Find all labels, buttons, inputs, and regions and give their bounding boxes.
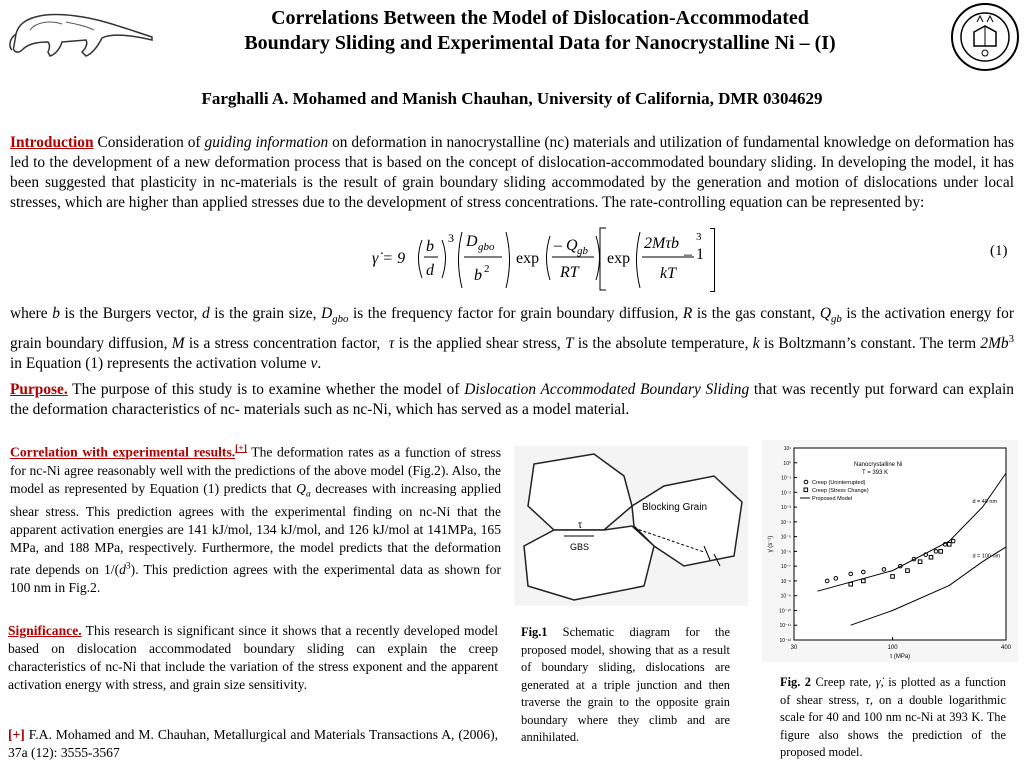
curve-label: d = 40 nm bbox=[972, 499, 998, 506]
eq-minus-one: – 1 bbox=[684, 246, 704, 263]
correlation-body: function of stress for nc-Ni agree reasonably well with the predictions of the above model (Fig.2). Also, the model as represented by Equation (1) predicts that $Q_a$ decreases with increasing applied shear stress. This prediction agrees with the experimental finding on nc-Ni that the apparent activation energies are 141 kJ/mol, 134 kJ/mol, and 126 kJ/mol at 141MPa, 165 MPa, and 188 MPa, respectively. Furthermore, the model predicts that the deformation rate depends on $1/(d^3)$. This prediction agrees with the experimental data as shown for 100 nm in Fig.2. bbox=[10, 444, 502, 595]
title-line-2: Boundary Sliding and Experimental Data for Nanocrystalline Ni – (I) bbox=[244, 32, 836, 54]
eq-RT: RT bbox=[560, 264, 579, 281]
significance-paragraph bbox=[8, 622, 498, 694]
eq-b2: b bbox=[474, 267, 482, 284]
purpose-emphasis: Dislocation Accommodated Boundary Sliding bbox=[464, 381, 750, 398]
legend-label: Creep (Uninterrupted) bbox=[812, 480, 866, 486]
eq-two: 2 bbox=[484, 263, 490, 275]
fig1-gbs-label: GBS bbox=[570, 542, 590, 552]
x-axis-label: τ (MPa) bbox=[889, 654, 911, 660]
x-tick-label: 400 bbox=[1000, 645, 1012, 651]
eq-d: d bbox=[426, 262, 434, 279]
y-tick-label: 10⁻¹ bbox=[781, 475, 791, 482]
y-tick-label: 10⁻⁵ bbox=[780, 534, 791, 541]
y-tick-label: 10⁻¹⁰ bbox=[779, 608, 791, 615]
fig1-caption-text: Schematic diagram for the proposed model, showing that as a result of boundary sliding, dislocations are generated at a triple junction and then traverse the grain to the opposite grain boundary where they climb and are annihilated. bbox=[521, 625, 730, 744]
where-paragraph: where b is the Burgers vector, d is the grain size, $D_{gbo}$ is the frequency factor for grain boundary diffusion, R is the gas constant, $Q_{gb}$ is the activation energy for grain boundary diffusion, M is a stress concentration factor, τ is the applied shear stress, T is the absolute temperature, k is Boltzmann’s constant. The term 2Mb$^3$ in Equation (1) represents the activation volume v. bbox=[10, 305, 1015, 373]
correlation-lead: The deformation rates as a bbox=[246, 444, 401, 460]
introduction-paragraph bbox=[10, 133, 1014, 213]
intro-text-a: Consideration of bbox=[93, 134, 205, 151]
significance-heading: Significance. bbox=[8, 623, 82, 638]
eq-Dsub: gbo bbox=[478, 241, 495, 253]
eq-exp3: 3 bbox=[448, 231, 454, 245]
fig1-blocking-grain-label: Blocking Grain bbox=[642, 502, 708, 513]
plot-frame bbox=[794, 448, 1006, 640]
authors-line: Farghalli A. Mohamed and Manish Chauhan, University of California, DMR 0304629 bbox=[201, 89, 823, 108]
y-tick-label: 10⁻⁸ bbox=[780, 578, 791, 585]
y-tick-label: 10⁻¹² bbox=[779, 638, 791, 644]
purpose-paragraph bbox=[10, 380, 1014, 420]
y-tick-label: 10⁻⁷ bbox=[780, 564, 791, 571]
correlation-ref[interactable]: [+] bbox=[235, 444, 247, 454]
intro-emphasis: guiding information bbox=[204, 134, 329, 151]
fig2-caption-label: Fig. 2 bbox=[780, 675, 811, 689]
rate-equation bbox=[370, 222, 710, 294]
y-tick-label: 10⁻⁹ bbox=[780, 593, 791, 600]
correlation-paragraph bbox=[10, 440, 501, 597]
x-tick-label: 30 bbox=[790, 645, 798, 651]
purpose-heading: Purpose. bbox=[10, 381, 68, 398]
chart-title: Nanocrystalline Ni bbox=[854, 462, 903, 468]
eq-exp-word: exp bbox=[516, 250, 540, 267]
university-seal bbox=[950, 2, 1020, 72]
eq-kT: kT bbox=[660, 265, 676, 282]
intro-text-b: on deformation in nanocrystalline (nc) materials and utilization of fundamental knowledge on deformation has led to the development of a new deformation process that is based on the concept of dislocation-accommodated boundary sliding. In developing the model, it has been suggested that plasticity in nc-materials is the result of grain boundary sliding accommodated by the generation and motion of dislocations under local stresses, which are higher than applied stresses due to the development of stress concentrations. The rate-controlling equation can be represented by: bbox=[10, 134, 1014, 211]
eq-lhs: γ̇ = 9 bbox=[372, 250, 406, 267]
eq-num2-exp: 3 bbox=[696, 231, 702, 243]
y-tick-label: 10⁻⁶ bbox=[780, 549, 791, 556]
correlation-heading: Correlation with experimental results. bbox=[10, 444, 236, 460]
reference bbox=[8, 726, 498, 762]
y-tick-label: 10¹ bbox=[783, 446, 791, 452]
figure-2-chart bbox=[762, 440, 1018, 662]
eq-num2: 2Mτb bbox=[644, 235, 680, 252]
figure-1-diagram bbox=[514, 446, 748, 606]
introduction-heading: Introduction bbox=[10, 134, 94, 151]
eq-right-bracket bbox=[710, 228, 715, 292]
fig1-caption bbox=[521, 624, 730, 747]
y-tick-label: 10⁰ bbox=[783, 460, 791, 467]
y-tick-label: 10⁻³ bbox=[781, 505, 791, 512]
y-axis-label: γ̇ (s⁻¹) bbox=[768, 535, 774, 553]
legend-label: Proposed Model bbox=[812, 496, 853, 502]
anteater-logo bbox=[6, 4, 156, 60]
eq-Q: – Q bbox=[554, 237, 578, 254]
eq-b: b bbox=[426, 238, 434, 255]
eq-exp-word2: exp bbox=[607, 250, 631, 267]
title-line-1: Correlations Between the Model of Dislocation-Accommodated bbox=[271, 7, 809, 29]
fig2-caption bbox=[780, 674, 1006, 762]
page-title bbox=[180, 6, 900, 56]
reference-tag: [+] bbox=[8, 727, 25, 742]
fig2-caption-text: Creep rate, γ̇, is plotted as a function of shear stress, τ, on a double logarithmic scale for 40 and 100 nm nc-Ni at 393 K. The figure also shows the prediction of the proposed model. bbox=[780, 675, 1006, 759]
reference-text: F.A. Mohamed and M. Chauhan, Metallurgical and Materials Transactions A, (2006), 37a (12): 3555-3567 bbox=[8, 727, 498, 760]
purpose-text-a: The purpose of this study is to examine whether the model of bbox=[67, 381, 465, 398]
y-tick-label: 10⁻¹¹ bbox=[779, 623, 791, 630]
eq-Qsub: gb bbox=[577, 245, 588, 257]
equation-number: (1) bbox=[990, 243, 1008, 259]
y-tick-label: 10⁻² bbox=[781, 490, 791, 497]
curve-label: d = 100 nm bbox=[972, 553, 1001, 560]
x-tick-label: 100 bbox=[887, 645, 898, 651]
eq-D: D bbox=[466, 233, 478, 250]
legend-label: Creep (Stress Change) bbox=[812, 488, 869, 494]
fig1-tau-label: τ bbox=[578, 520, 582, 531]
chart-subtitle: T = 393 K bbox=[862, 470, 889, 476]
purpose-text-b: that was recently put forward can explain the deformation characteristics of nc- materials such as nc-Ni, which has served as a model material. bbox=[10, 381, 1014, 418]
significance-text: This research is significant since it shows that a recently developed model based on dislocation accommodated boundary sliding can explain the creep characteristics of nc-Ni that include the variation of the stress exponent and the apparent activation energy with stress, and grain size sensitivity. bbox=[8, 623, 498, 692]
fig1-caption-label: Fig.1 bbox=[521, 625, 548, 639]
y-tick-label: 10⁻⁴ bbox=[780, 519, 791, 526]
